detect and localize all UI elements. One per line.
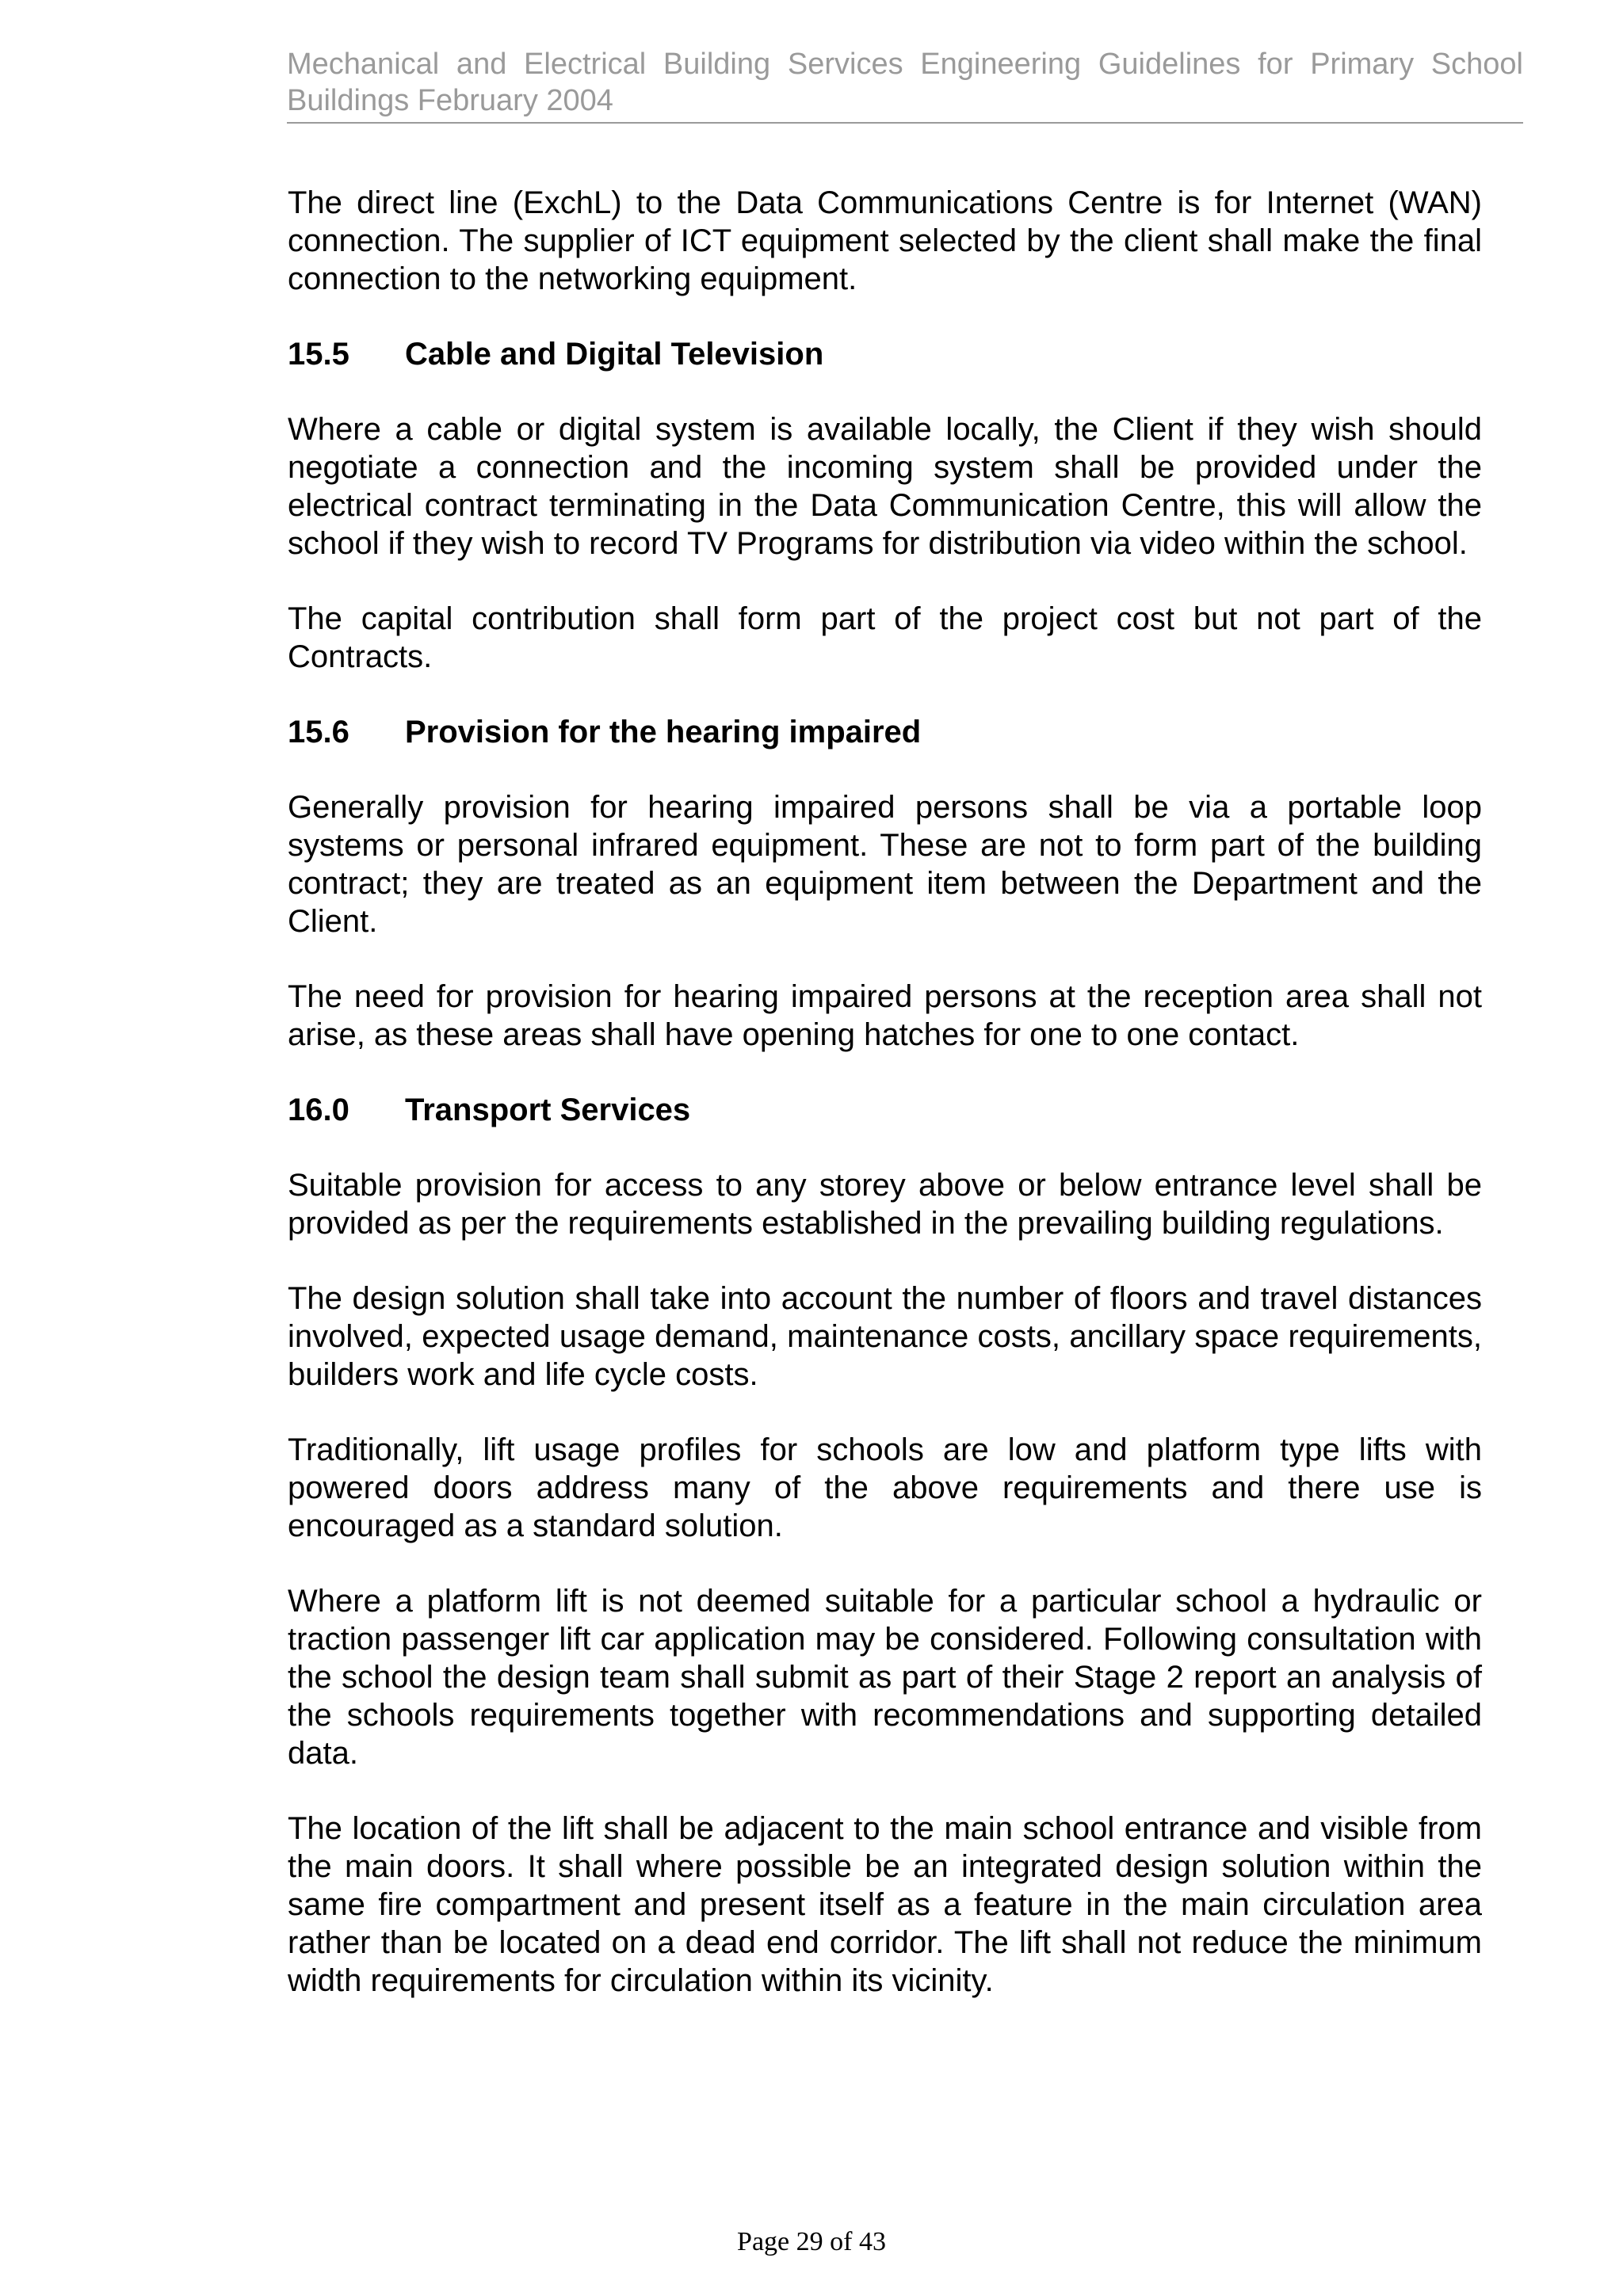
section-heading-15-5 [288,335,1482,373]
paragraph-hearing-provision: Generally provision for hearing impaired persons shall be via a portable loop systems or personal infrared equipment. These are not to form part of the building contract; they are treated as an equipment item between the Department and the Client. [288,790,1482,939]
section-title: Cable and Digital Television [405,337,824,372]
section-number: 15.5 [288,337,349,372]
paragraph-direct-line: The direct line (ExchL) to the Data Communications Centre is for Internet (WAN) connection. The supplier of ICT equipment selected by the client shall make the final connection to the networking equipment. [288,185,1482,296]
section-title: Provision for the hearing impaired [405,715,922,749]
section-heading-15-6 [288,713,1482,751]
paragraph-platform-lift: Where a platform lift is not deemed suitable for a particular school a hydraulic or traction passenger lift car application may be considered. Following consultation with the school the design team shall submit as part of their Stage 2 report an analysis of the schools requirements together with recommendations and supporting detailed data. [288,1584,1482,1771]
header-title-line-1: Mechanical and Electrical Building Services Engineering Guidelines for Primary School [287,48,1523,81]
section-number: 15.6 [288,715,349,749]
paragraph-cable-digital: Where a cable or digital system is available locally, the Client if they wish should negotiate a connection and the incoming system shall be provided under the electrical contract terminating in the Data Communication Centre, this will allow the school if they wish to record TV Programs for distribution via video within the school. [288,412,1482,561]
section-number: 16.0 [288,1093,349,1127]
section-heading-16-0 [288,1091,1482,1129]
page-number: Page 29 of 43 [737,2227,886,2256]
section-title: Transport Services [405,1093,691,1127]
paragraph-lift-usage: Traditionally, lift usage profiles for schools are low and platform type lifts with powered doors address many of the above requirements and there use is encouraged as a standard solution. [288,1432,1482,1543]
paragraph-storey-access: Suitable provision for access to any storey above or below entrance level shall be provided as per the requirements established in the prevailing building regulations. [288,1168,1482,1241]
paragraph-reception-area: The need for provision for hearing impaired persons at the reception area shall not arise, as these areas shall have opening hatches for one to one contact. [288,979,1482,1052]
running-header [287,46,1523,124]
document-body [288,184,1482,2037]
paragraph-design-solution: The design solution shall take into account the number of floors and travel distances involved, expected usage demand, maintenance costs, ancillary space requirements, builders work and life cycle costs. [288,1281,1482,1392]
header-title-line-2: Buildings February 2004 [287,84,613,117]
paragraph-lift-location: The location of the lift shall be adjacent to the main school entrance and visible from the main doors. It shall where possible be an integrated design solution within the same fire compartment and present itself as a feature in the main circulation area rather than be located on a dead end corridor. The lift shall not reduce the minimum width requirements for circulation within its vicinity. [288,1811,1482,1998]
paragraph-capital-contribution: The capital contribution shall form part of the project cost but not part of the Contracts. [288,601,1482,674]
